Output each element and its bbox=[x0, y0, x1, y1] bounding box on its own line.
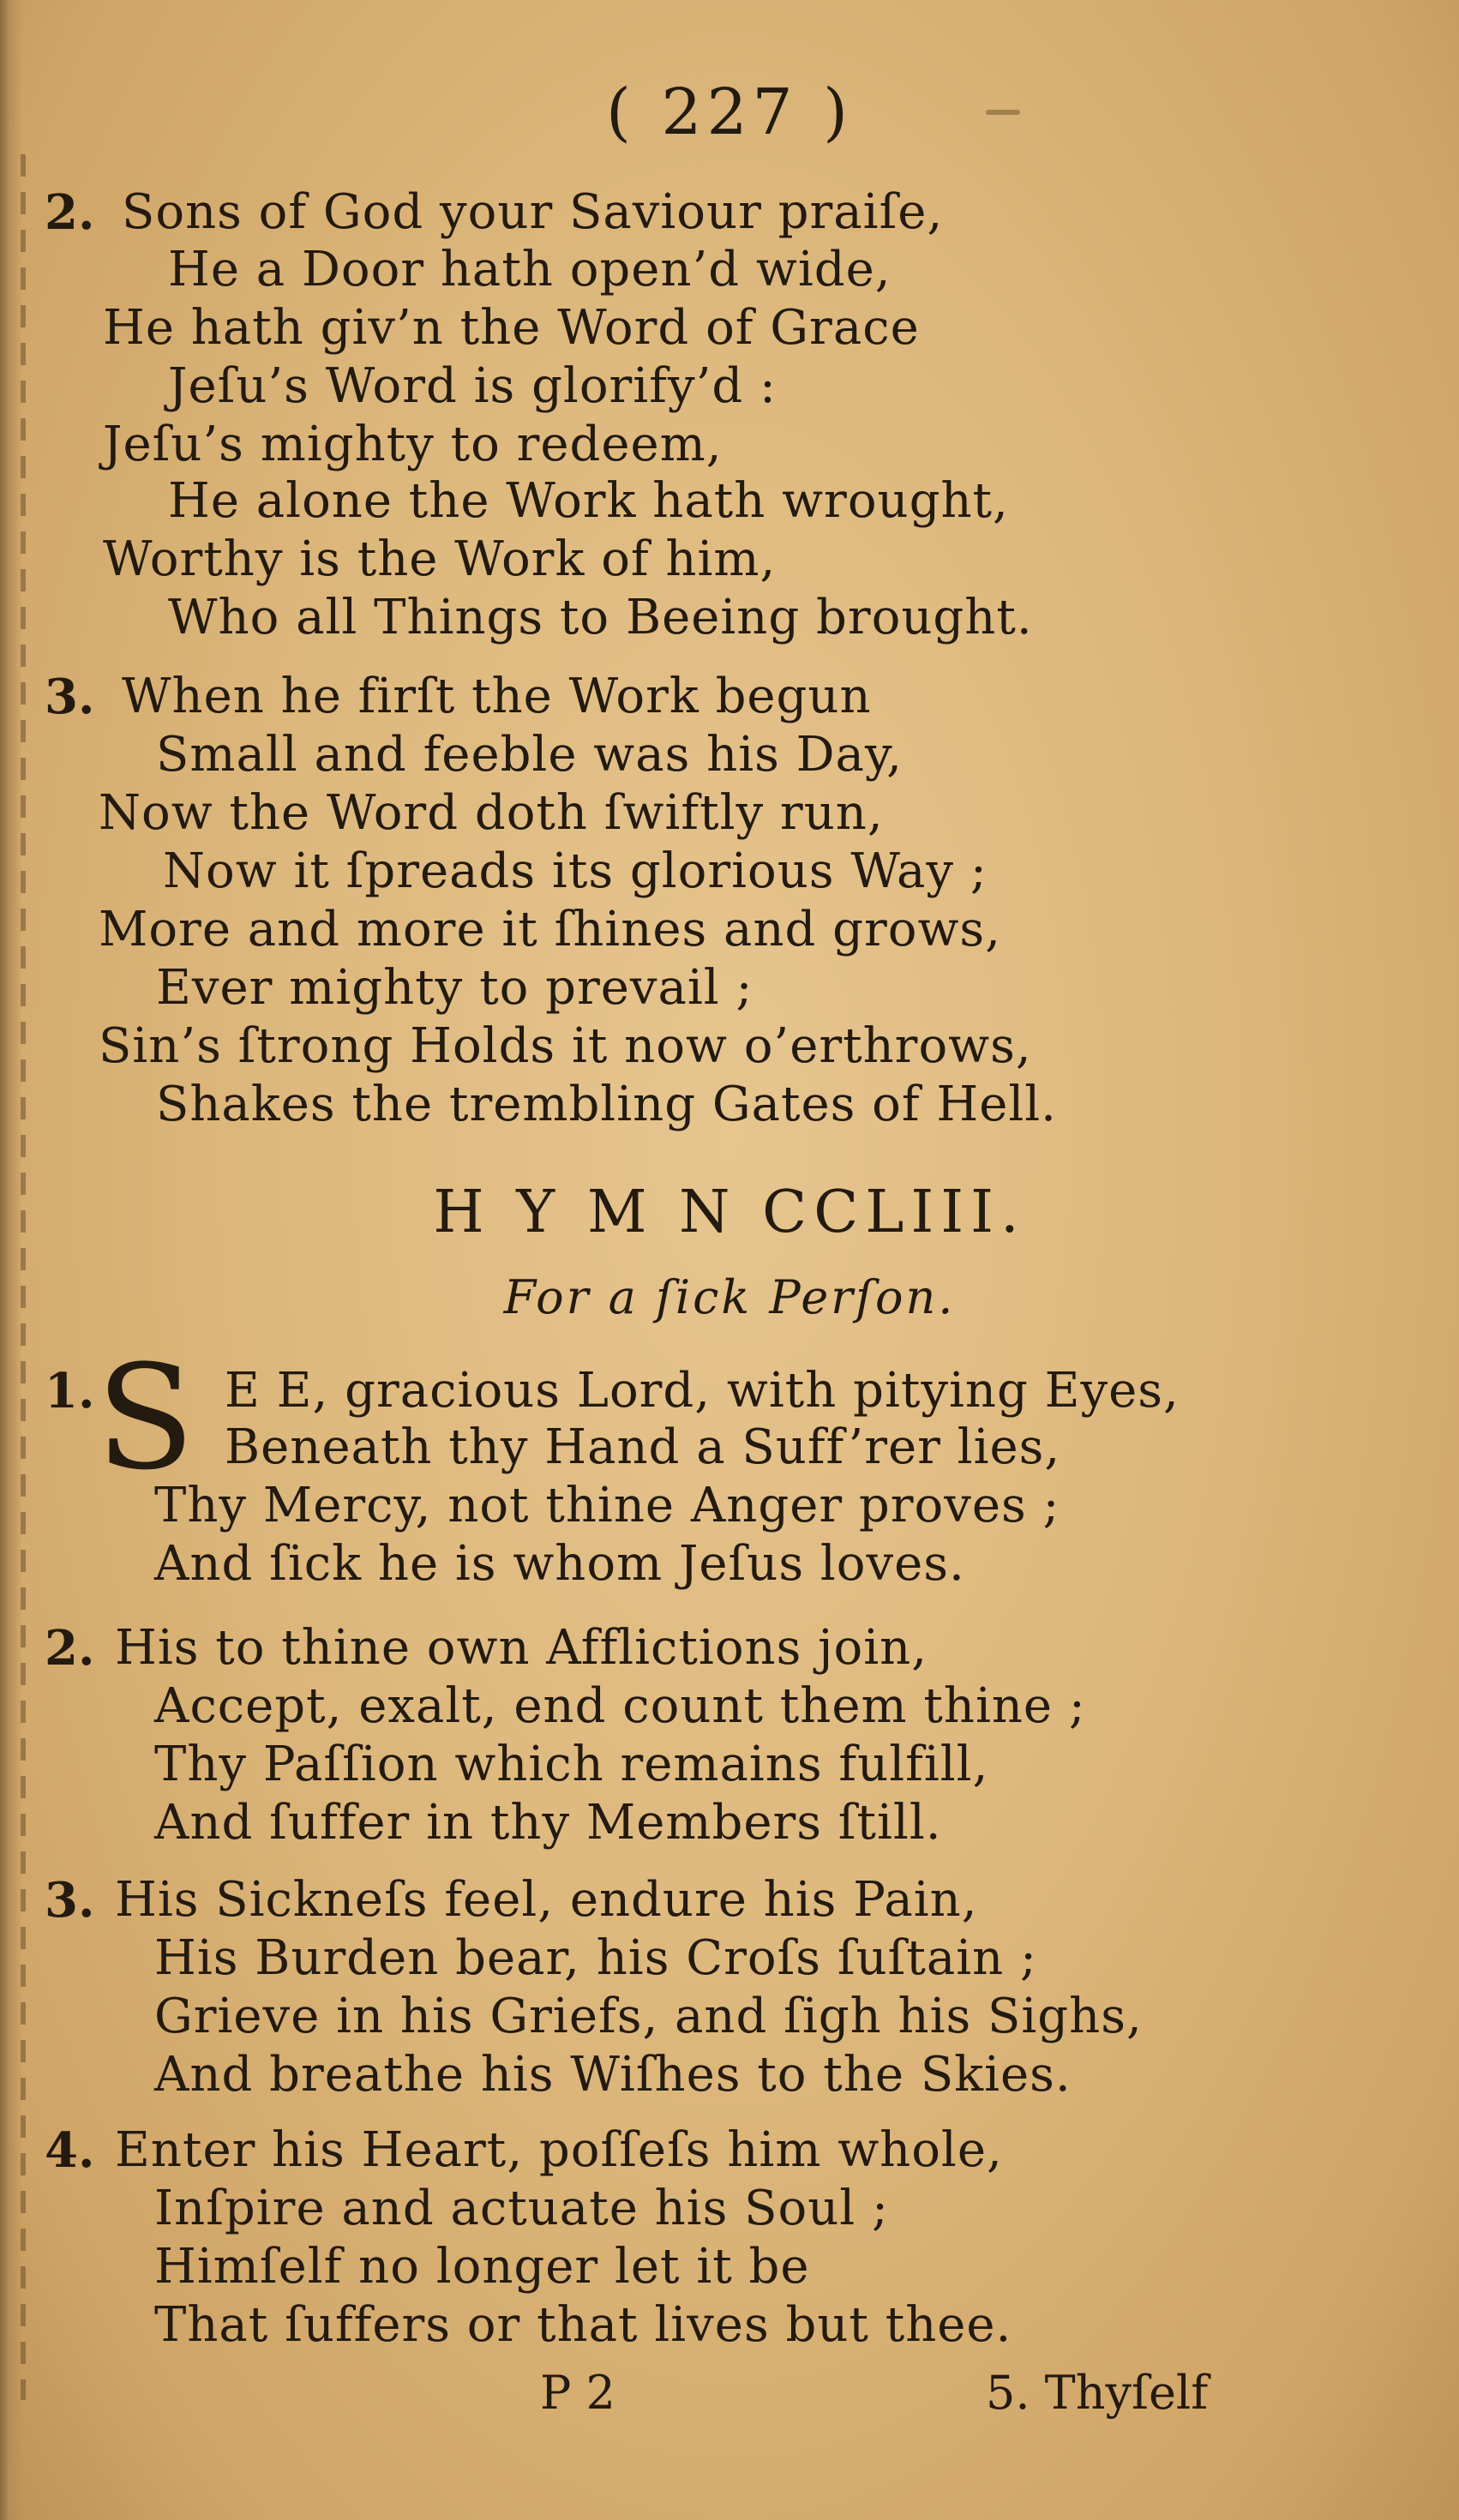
verse-line: Now it ſpreads its glorious Way ; bbox=[163, 843, 988, 899]
verse-line: Thy Paſſion which remains fulfill, bbox=[154, 1737, 989, 1792]
hymn-title: H Y M N CCLIII. bbox=[433, 1179, 1026, 1246]
verse-line: Thy Mercy, not thine Anger proves ; bbox=[154, 1478, 1060, 1533]
verse-number: 1. bbox=[45, 1363, 95, 1419]
verse-line: Shakes the trembling Gates of Hell. bbox=[156, 1077, 1057, 1132]
verse-line: E E, gracious Lord, with pitying Eyes, bbox=[225, 1363, 1180, 1419]
drop-cap: S bbox=[96, 1334, 195, 1502]
verse-line: He a Door hath open’d wide, bbox=[168, 242, 892, 297]
verse-line: His Sickneſs feel, endure his Pain, bbox=[115, 1872, 978, 1928]
verse-line: And breathe his Wiſhes to the Skies. bbox=[154, 2047, 1072, 2103]
verse-number: 2. bbox=[45, 184, 95, 241]
verse-line: Sin’s ſtrong Holds it now o’erthrows, bbox=[99, 1018, 1032, 1074]
verse-number: 3. bbox=[45, 669, 95, 725]
binding-edge bbox=[0, 0, 22, 2520]
verse-line: He alone the Work hath wrought, bbox=[168, 473, 1009, 529]
signature-mark: P 2 bbox=[540, 2366, 615, 2420]
verse-line: Himſelf no longer let it be bbox=[154, 2239, 810, 2295]
verse-line: He hath giv’n the Word of Grace bbox=[103, 300, 920, 356]
verse-line: Ever mighty to prevail ; bbox=[156, 960, 754, 1016]
catchword: 5. Thyſelf bbox=[986, 2366, 1209, 2420]
verse-line: Beneath thy Hand a Suff’rer lies, bbox=[225, 1419, 1061, 1475]
verse-line: Jeſu’s mighty to redeem, bbox=[103, 417, 723, 472]
verse-line: When he firſt the Work begun bbox=[122, 669, 872, 724]
verse-number: 4. bbox=[45, 2122, 95, 2179]
verse-line: Grieve in his Griefs, and ſigh his Sighs, bbox=[154, 1989, 1143, 2044]
verse-line: And ſick he is whom Jeſus loves. bbox=[154, 1536, 965, 1592]
verse-line: Small and feeble was his Day, bbox=[156, 727, 903, 783]
verse-line: Jeſu’s Word is glorify’d : bbox=[168, 358, 777, 414]
verse-line: Now the Word doth ſwiftly run, bbox=[99, 785, 884, 841]
verse-line: Sons of God your Saviour praiſe, bbox=[122, 184, 944, 240]
page-number: ( 227 ) bbox=[605, 75, 854, 149]
hymn-subtitle: For a ſick Perſon. bbox=[503, 1270, 956, 1324]
verse-line: His Burden bear, his Croſs ſuſtain ; bbox=[154, 1930, 1037, 1986]
verse-line: That ſuffers or that lives but thee. bbox=[154, 2297, 1012, 2353]
verse-line: Who all Things to Beeing brought. bbox=[168, 590, 1033, 645]
verse-line: Accept, exalt, end count them thine ; bbox=[154, 1678, 1086, 1734]
verse-number: 3. bbox=[45, 1872, 95, 1929]
verse-number: 2. bbox=[45, 1620, 95, 1677]
verse-line: Enter his Heart, poſſeſs him whole, bbox=[115, 2122, 1003, 2178]
verse-line: His to thine own Afflictions join, bbox=[115, 1620, 928, 1676]
verse-line: Inſpire and actuate his Soul ; bbox=[154, 2181, 889, 2236]
verse-line: More and more it ſhines and grows, bbox=[99, 902, 1001, 957]
verse-line: Worthy is the Work of him, bbox=[103, 531, 777, 587]
verse-line: And ſuffer in thy Members ſtill. bbox=[154, 1795, 942, 1851]
